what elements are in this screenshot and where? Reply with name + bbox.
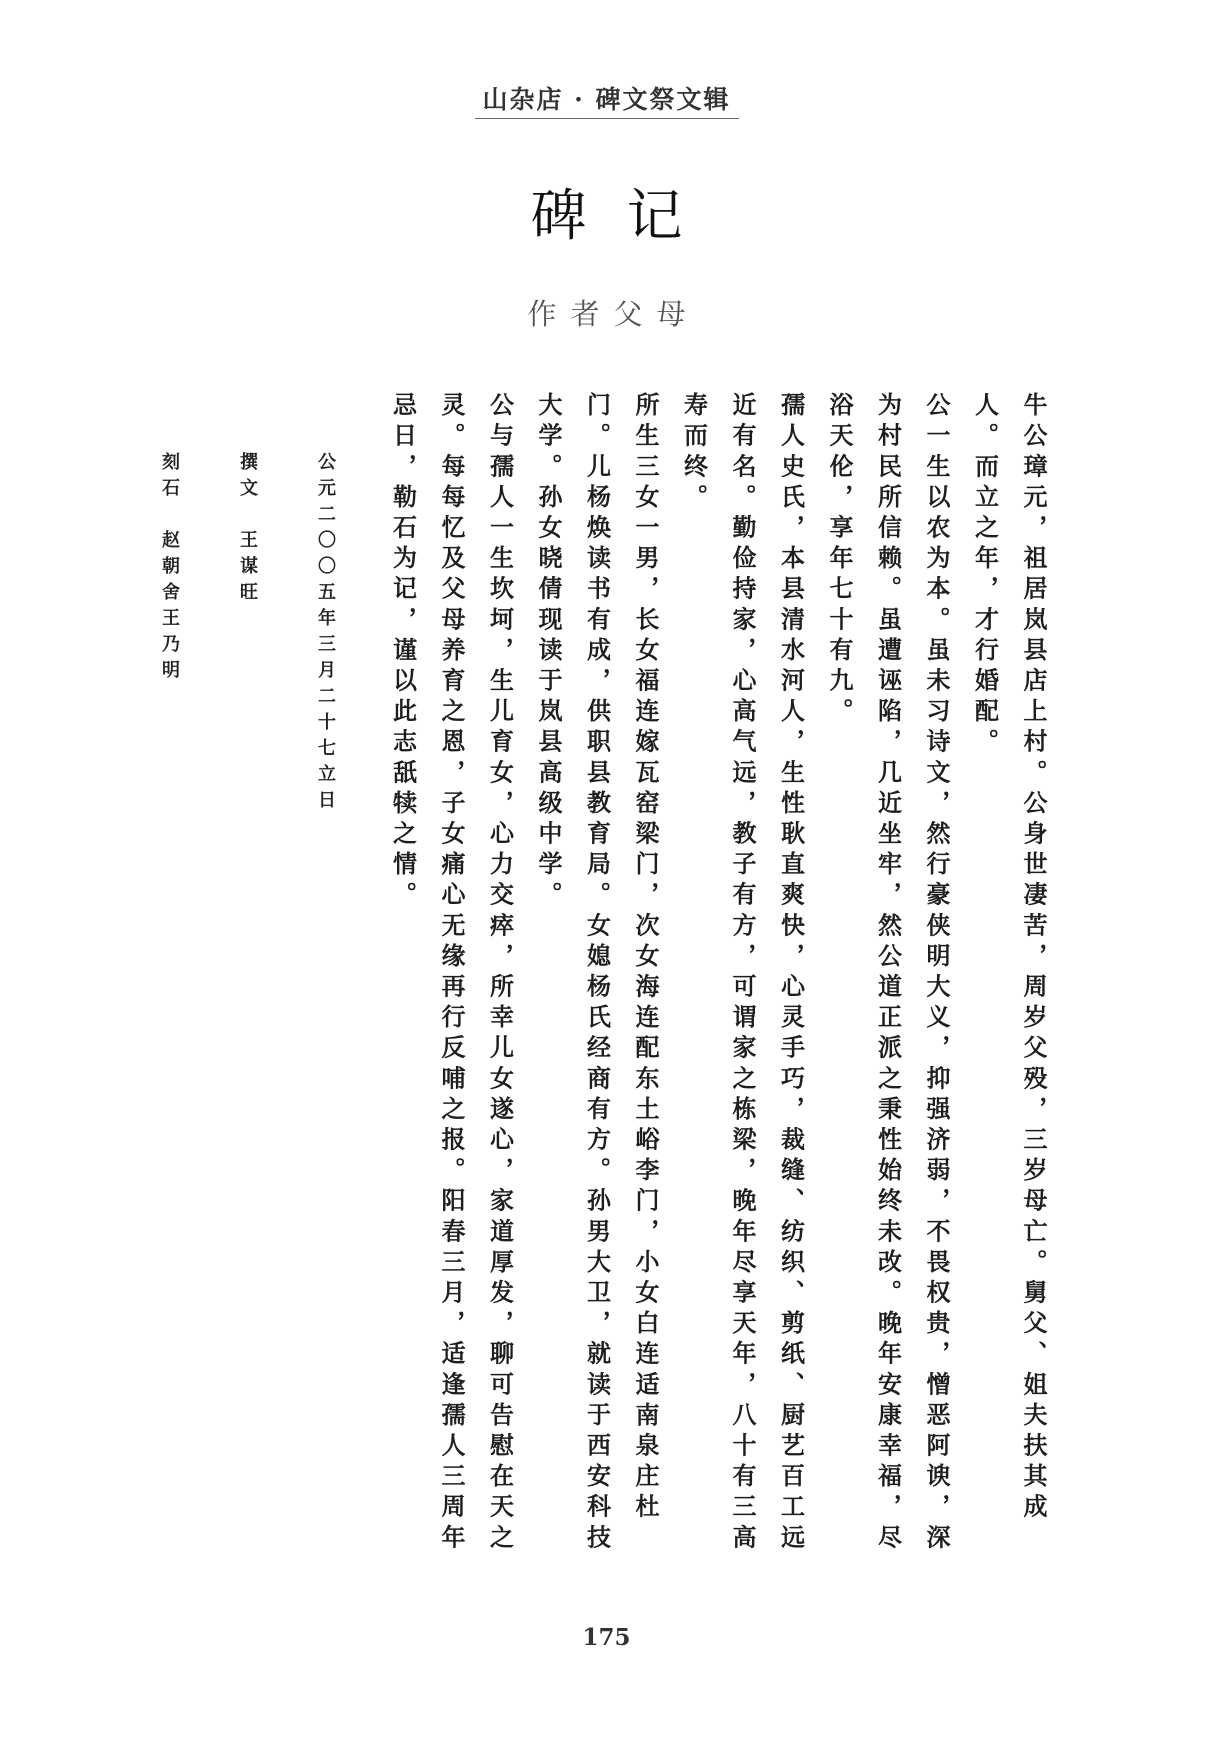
body-paragraph: 孺人史氏，本县清水河人，生性耿直爽快，心灵手巧，裁缝、纺织、剪纸、厨艺百工远近有名。勤俭持家，心高气远，教子有方，可谓家之栋梁，晚年尽享天年，八十有三高寿而终。 <box>679 392 805 1555</box>
signature-block <box>130 452 364 816</box>
body-paragraph: 所生三女一男，长女福连嫁瓦窑梁门，次女海连配东土峪李门，小女白连适南泉庄杜门。儿杨焕读书有成，供职县教育局。女媳杨氏经商有方。孙男大卫，就读于西安科技大学。孙女晓倩现读于岚县高级中学。 <box>534 392 659 1555</box>
engraver-credit-name: 赵朝舍王乃明 <box>159 530 180 686</box>
page-number: 175 <box>582 1624 631 1651</box>
author-credit-name: 王谋旺 <box>237 530 258 608</box>
header-rule <box>475 118 739 119</box>
author-line: 作者父母 <box>527 297 700 331</box>
inscription-date: 公元二〇〇五年三月二十七立日 <box>315 452 336 816</box>
author-credit-label: 撰文 <box>237 452 258 504</box>
author-credit <box>208 452 286 816</box>
body-paragraph: 牛公璋元，祖居岚县店上村。公身世凄苦，周岁父殁，三岁母亡。舅父、姐夫扶其成人。而立之年，才行婚配。 <box>970 392 1047 1525</box>
page-title: 碑记 <box>530 184 723 249</box>
inscription-body <box>378 392 1057 1572</box>
engraver-credit-label: 刻石 <box>159 452 180 504</box>
body-paragraph: 公与孺人一生坎坷，生儿育女，心力交瘁，所幸儿女遂心，家道厚发，聊可告慰在天之灵。每每忆及父母养育之恩，子女痛心无缘再行反哺之报。阳春三月，适逢孺人三周年忌日，勒石为记，谨以此志舐犊之情。 <box>388 392 514 1555</box>
body-paragraph: 公一生以农为本。虽未习诗文，然行豪侠明大义，抑强济弱，不畏权贵，憎恶阿谀，深为村民所信赖。虽遭诬陷，几近坐牢，然公道正派之秉性始终未改。晚年安康幸福，尽浴天伦，享年七十有九。 <box>825 392 950 1555</box>
engraver-credit <box>130 452 208 816</box>
running-header: 山杂店 · 碑文祭文辑 <box>482 85 731 114</box>
